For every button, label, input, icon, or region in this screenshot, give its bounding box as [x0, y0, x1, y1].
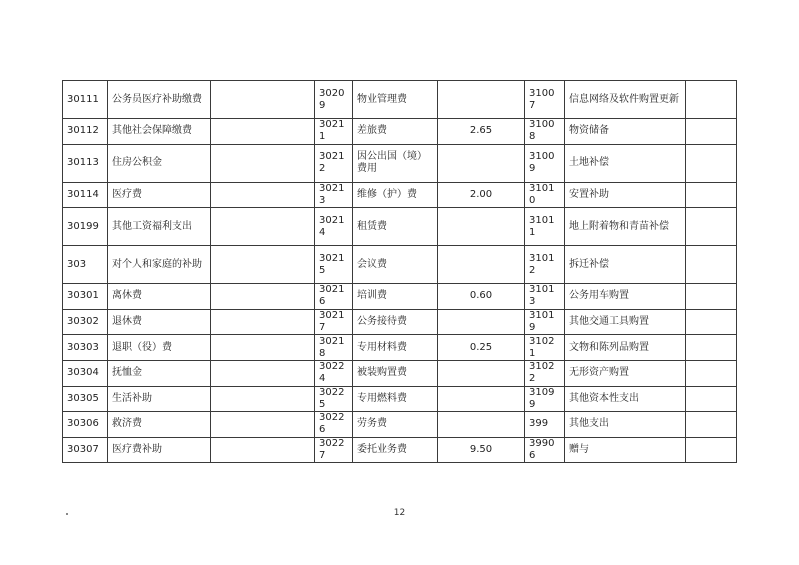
- cell-item-a: 退职（役）费: [108, 335, 211, 361]
- cell-code-a: 30301: [63, 284, 108, 310]
- cell-code-a: 30199: [63, 208, 108, 246]
- table-row: [63, 360, 737, 386]
- cell-item-c: 公务用车购置: [565, 284, 686, 310]
- cell-code-b: 30215: [315, 246, 353, 284]
- cell-amount-a: [211, 360, 315, 386]
- cell-amount-b: [438, 309, 525, 335]
- table-row: [63, 182, 737, 208]
- cell-code-b: 30218: [315, 335, 353, 361]
- cell-amount-c: [686, 360, 737, 386]
- cell-amount-a: [211, 309, 315, 335]
- table-row: [63, 309, 737, 335]
- cell-amount-c: [686, 144, 737, 182]
- cell-code-c: 31011: [525, 208, 565, 246]
- cell-item-c: 物资储备: [565, 119, 686, 145]
- cell-code-a: 30302: [63, 309, 108, 335]
- cell-amount-b: [438, 360, 525, 386]
- cell-amount-c: [686, 208, 737, 246]
- cell-code-c: 31009: [525, 144, 565, 182]
- cell-code-c: 31021: [525, 335, 565, 361]
- cell-code-a: 30307: [63, 437, 108, 463]
- cell-amount-b: [438, 144, 525, 182]
- cell-code-c: 31008: [525, 119, 565, 145]
- expenditure-code-table: [62, 80, 737, 463]
- cell-amount-b: [438, 412, 525, 438]
- cell-item-c: 地上附着物和青苗补偿: [565, 208, 686, 246]
- cell-amount-a: [211, 144, 315, 182]
- cell-code-b: 30211: [315, 119, 353, 145]
- cell-amount-b: [438, 208, 525, 246]
- cell-amount-b: 9.50: [438, 437, 525, 463]
- cell-amount-a: [211, 81, 315, 119]
- table-row: [63, 81, 737, 119]
- cell-item-b: 维修（护）费: [353, 182, 438, 208]
- cell-code-c: 31012: [525, 246, 565, 284]
- cell-code-b: 30227: [315, 437, 353, 463]
- cell-item-a: 其他工资福利支出: [108, 208, 211, 246]
- cell-item-c: 其他支出: [565, 412, 686, 438]
- cell-item-a: 救济费: [108, 412, 211, 438]
- cell-item-a: 住房公积金: [108, 144, 211, 182]
- table-row: [63, 119, 737, 145]
- cell-code-c: 31013: [525, 284, 565, 310]
- cell-code-a: 303: [63, 246, 108, 284]
- cell-item-a: 其他社会保障缴费: [108, 119, 211, 145]
- cell-item-c: 信息网络及软件购置更新: [565, 81, 686, 119]
- cell-item-a: 生活补助: [108, 386, 211, 412]
- cell-item-b: 委托业务费: [353, 437, 438, 463]
- cell-item-b: 专用材料费: [353, 335, 438, 361]
- table-row: [63, 208, 737, 246]
- cell-item-b: 培训费: [353, 284, 438, 310]
- table-row: [63, 335, 737, 361]
- table-row: [63, 412, 737, 438]
- cell-code-b: 30214: [315, 208, 353, 246]
- cell-amount-a: [211, 412, 315, 438]
- cell-amount-a: [211, 182, 315, 208]
- cell-item-a: 医疗费: [108, 182, 211, 208]
- cell-amount-a: [211, 246, 315, 284]
- cell-item-c: 无形资产购置: [565, 360, 686, 386]
- table-row: [63, 144, 737, 182]
- cell-amount-b: 0.25: [438, 335, 525, 361]
- cell-amount-b: [438, 386, 525, 412]
- cell-code-b: 30224: [315, 360, 353, 386]
- cell-code-a: 30114: [63, 182, 108, 208]
- cell-item-a: 公务员医疗补助缴费: [108, 81, 211, 119]
- cell-item-a: 退休费: [108, 309, 211, 335]
- cell-amount-c: [686, 335, 737, 361]
- cell-amount-c: [686, 182, 737, 208]
- cell-code-a: 30305: [63, 386, 108, 412]
- cell-item-b: 会议费: [353, 246, 438, 284]
- cell-code-a: 30304: [63, 360, 108, 386]
- cell-code-b: 30209: [315, 81, 353, 119]
- cell-code-a: 30111: [63, 81, 108, 119]
- cell-amount-b: [438, 246, 525, 284]
- table-row: [63, 284, 737, 310]
- cell-amount-c: [686, 119, 737, 145]
- cell-item-a: 医疗费补助: [108, 437, 211, 463]
- cell-amount-a: [211, 386, 315, 412]
- cell-amount-a: [211, 437, 315, 463]
- cell-amount-a: [211, 335, 315, 361]
- cell-item-a: 抚恤金: [108, 360, 211, 386]
- cell-amount-c: [686, 437, 737, 463]
- cell-code-c: 399: [525, 412, 565, 438]
- cell-item-a: 对个人和家庭的补助: [108, 246, 211, 284]
- cell-code-c: 31010: [525, 182, 565, 208]
- cell-code-c: 31007: [525, 81, 565, 119]
- cell-item-b: 因公出国（境）费用: [353, 144, 438, 182]
- table-body: [63, 81, 737, 463]
- cell-item-b: 公务接待费: [353, 309, 438, 335]
- cell-item-c: 土地补偿: [565, 144, 686, 182]
- cell-amount-a: [211, 208, 315, 246]
- cell-item-c: 赠与: [565, 437, 686, 463]
- cell-code-b: 30225: [315, 386, 353, 412]
- cell-code-a: 30112: [63, 119, 108, 145]
- cell-amount-b: 2.65: [438, 119, 525, 145]
- cell-item-b: 劳务费: [353, 412, 438, 438]
- cell-item-b: 物业管理费: [353, 81, 438, 119]
- table-row: [63, 246, 737, 284]
- cell-item-c: 其他交通工具购置: [565, 309, 686, 335]
- cell-item-c: 安置补助: [565, 182, 686, 208]
- cell-code-b: 30217: [315, 309, 353, 335]
- cell-code-b: 30213: [315, 182, 353, 208]
- cell-amount-a: [211, 284, 315, 310]
- cell-code-c: 39906: [525, 437, 565, 463]
- cell-amount-b: 2.00: [438, 182, 525, 208]
- cell-item-b: 租赁费: [353, 208, 438, 246]
- cell-code-b: 30226: [315, 412, 353, 438]
- page-number: 12: [393, 508, 406, 518]
- cell-item-a: 离休费: [108, 284, 211, 310]
- cell-code-b: 30216: [315, 284, 353, 310]
- cell-amount-c: [686, 246, 737, 284]
- cell-code-a: 30303: [63, 335, 108, 361]
- cell-code-b: 30212: [315, 144, 353, 182]
- cell-amount-c: [686, 81, 737, 119]
- cell-code-a: 30113: [63, 144, 108, 182]
- cell-item-c: 其他资本性支出: [565, 386, 686, 412]
- cell-code-c: 31022: [525, 360, 565, 386]
- cell-item-c: 文物和陈列品购置: [565, 335, 686, 361]
- cell-item-b: 专用燃料费: [353, 386, 438, 412]
- table-row: [63, 437, 737, 463]
- cell-amount-c: [686, 386, 737, 412]
- cell-amount-b: [438, 81, 525, 119]
- cell-code-c: 31099: [525, 386, 565, 412]
- cell-code-a: 30306: [63, 412, 108, 438]
- cell-item-c: 拆迁补偿: [565, 246, 686, 284]
- cell-amount-c: [686, 284, 737, 310]
- cell-code-c: 31019: [525, 309, 565, 335]
- cell-item-b: 被装购置费: [353, 360, 438, 386]
- cell-amount-b: 0.60: [438, 284, 525, 310]
- cell-amount-a: [211, 119, 315, 145]
- cell-amount-c: [686, 309, 737, 335]
- table-row: [63, 386, 737, 412]
- cell-amount-c: [686, 412, 737, 438]
- cell-item-b: 差旅费: [353, 119, 438, 145]
